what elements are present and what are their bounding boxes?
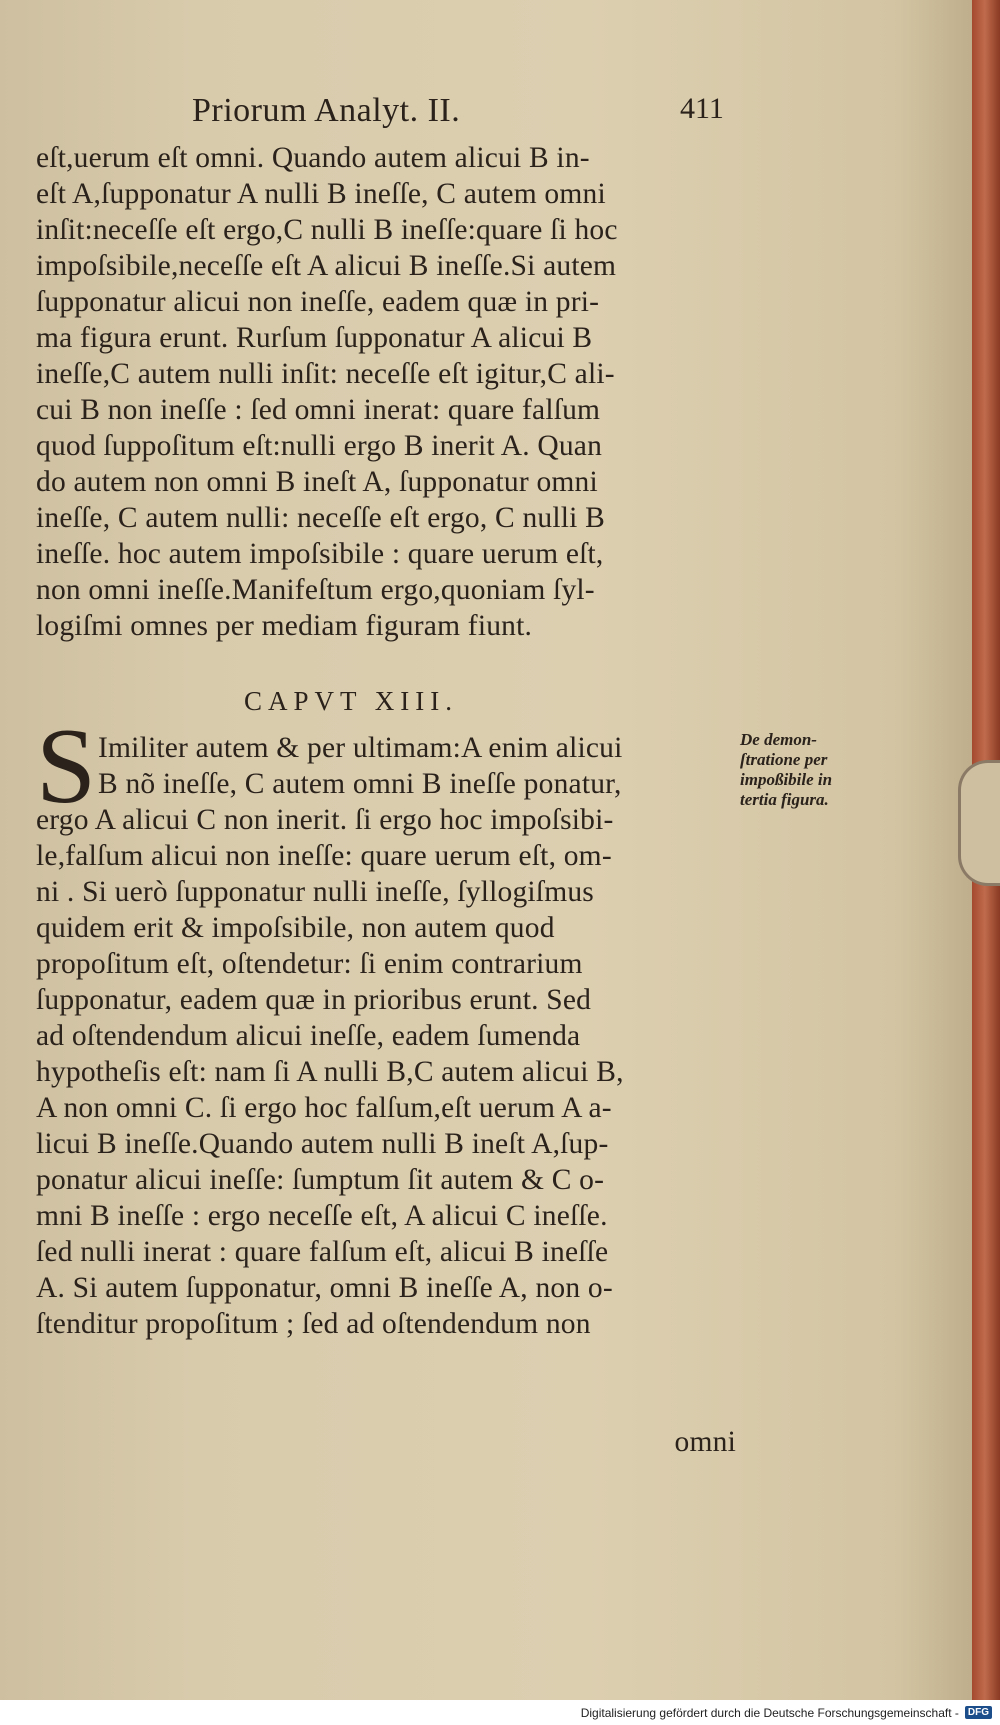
text-line: quod ſuppoſitum eſt:nulli ergo B inerit A. Quan	[36, 430, 603, 462]
text-line: hypotheſis eſt: nam ſi A nulli B,C autem alicui B,	[36, 1056, 624, 1088]
text-line: logiſmi omnes per mediam figuram fiunt.	[36, 610, 533, 642]
body-text-block-1	[36, 140, 618, 644]
text-line: ineſſe. hoc autem impoſsibile : quare uerum eſt,	[36, 538, 604, 570]
text-line: Imiliter autem & per ultimam:A enim alicui	[98, 732, 623, 764]
text-line: licui B ineſſe.Quando autem nulli B ineſt A,ſup-	[36, 1128, 609, 1160]
margin-note	[740, 730, 880, 810]
text-line: eſt A,ſupponatur A nulli B ineſſe, C autem omni	[36, 178, 606, 210]
text-line: ergo A alicui C non inerit. ſi ergo hoc impoſsibi-	[36, 804, 614, 836]
dfg-logo: DFG	[965, 1706, 992, 1719]
margin-note-line: impoßibile in	[740, 770, 833, 789]
text-line: ineſſe,C autem nulli inſit: neceſſe eſt igitur,C ali-	[36, 358, 615, 390]
text-line: ad oſtendendum alicui ineſſe, eadem ſumenda	[36, 1020, 581, 1052]
text-line: A. Si autem ſupponatur, omni B ineſſe A, non o-	[36, 1272, 613, 1304]
text-line: non omni ineſſe.Manifeſtum ergo,quoniam ſyl-	[36, 574, 595, 606]
body-text-block-3	[36, 802, 624, 1342]
margin-note-line: ſtratione per	[740, 750, 828, 769]
margin-note-line: De demon-	[740, 730, 817, 749]
text-line: A non omni C. ſi ergo hoc falſum,eſt uerum A a-	[36, 1092, 612, 1124]
text-line: mni B ineſſe : ergo neceſſe eſt, A alicui C ineſſe.	[36, 1200, 608, 1232]
text-line: B nõ ineſſe, C autem omni B ineſſe ponatur,	[98, 768, 622, 800]
text-line: ineſſe, C autem nulli: neceſſe eſt ergo, C nulli B	[36, 502, 606, 534]
text-line: inſit:neceſſe eſt ergo,C nulli B ineſſe:quare ſi hoc	[36, 214, 618, 246]
running-title: Priorum Analyt. II.	[192, 92, 461, 129]
text-line: ſupponatur alicui non ineſſe, eadem quæ in pri-	[36, 286, 600, 318]
footer-bar	[0, 1700, 1000, 1725]
catchword: omni	[674, 1426, 736, 1458]
text-line: ſtenditur propoſitum ; ſed ad oſtendendum non	[36, 1308, 591, 1340]
footer-credit: Digitalisierung gefördert durch die Deutsche Forschungsgemeinschaft -	[580, 1705, 959, 1720]
margin-note-line: tertia figura.	[740, 790, 829, 809]
chapter-heading: CAPVT XIII.	[244, 686, 458, 716]
text-line: ponatur alicui ineſſe: ſumptum ſit autem & C o-	[36, 1164, 605, 1196]
book-clasp	[958, 760, 1000, 886]
text-line: propoſitum eſt, oſtendetur: ſi enim contrarium	[36, 948, 583, 980]
catchword-line	[36, 1352, 736, 1532]
text-line: ſed nulli inerat : quare falſum eſt, alicui B ineſſe	[36, 1236, 609, 1268]
text-line: le,falſum alicui non ineſſe: quare uerum eſt, om-	[36, 840, 612, 872]
text-line: cui B non ineſſe : ſed omni inerat: quare falſum	[36, 394, 601, 426]
body-text-block-2	[98, 730, 623, 802]
text-line: do autem non omni B ineſt A, ſupponatur omni	[36, 466, 598, 498]
text-line: ſupponatur, eadem quæ in prioribus erunt. Sed	[36, 984, 592, 1016]
text-line: eſt,uerum eſt omni. Quando autem alicui B in-	[36, 142, 590, 174]
drop-cap: S	[36, 707, 97, 826]
text-line: ni . Si uerò ſupponatur nulli ineſſe, ſyllogiſmus	[36, 876, 594, 908]
text-line: quidem erit & impoſsibile, non autem quod	[36, 912, 555, 944]
page-number: 411	[680, 92, 724, 125]
text-line: ma figura erunt. Rurſum ſupponatur A alicui B	[36, 322, 593, 354]
text-line: impoſsibile,neceſſe eſt A alicui B ineſſe.Si autem	[36, 250, 617, 282]
